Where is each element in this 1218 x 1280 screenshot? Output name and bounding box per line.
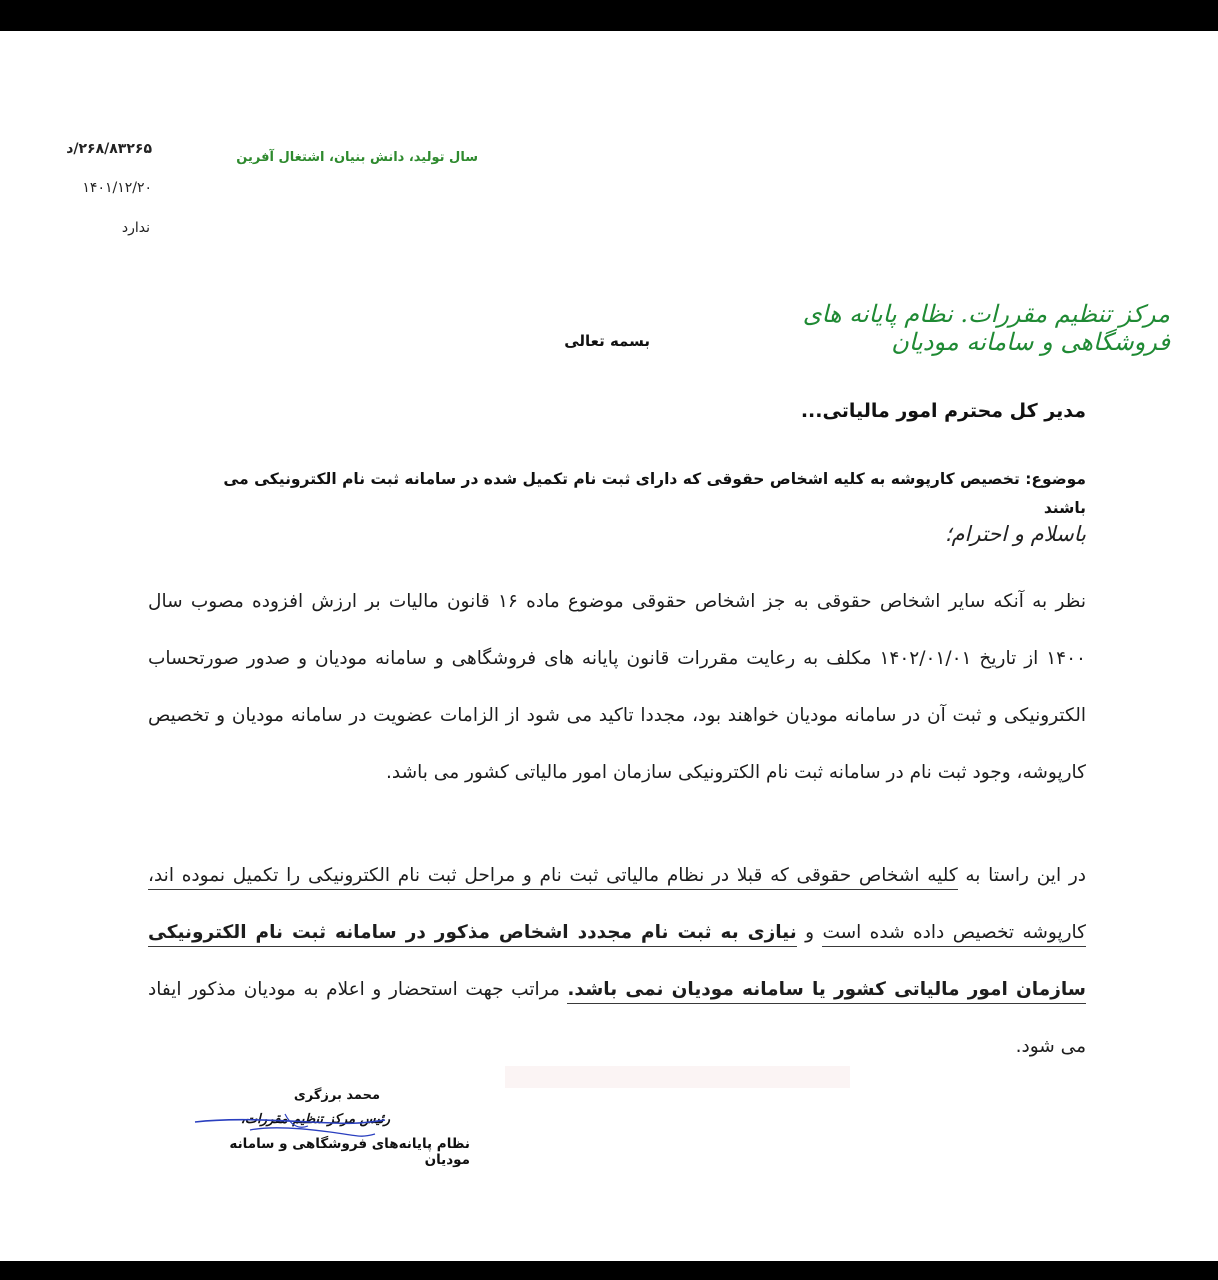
body-paragraph-1: نظر به آنکه سایر اشخاص حقوقی به جز اشخاص حقوقی موضوع ماده ۱۶ قانون مالیات بر ارزش افزوده مصوب سال ۱۴۰۰ از تاریخ ۱۴۰۲/۰۱/۰۱ مکلف به رعایت مقررات قانون پایانه های فروشگاهی و سامانه مودیان و صدور صورتحساب الکترونیکی و ثبت آن در سامانه مودیان خواهند بود، مجددا تاکید می شود از الزامات عضویت در سامانه مودیان و تخصیص کارپوشه، وجود ثبت نام در سامانه ثبت نام الکترونیکی سازمان امور مالیاتی کشور می باشد. (148, 591, 1086, 783)
paragraph-2-text: و (796, 922, 823, 943)
greeting: باسلام و احترام؛ (944, 522, 1086, 546)
letter-attachment: ندارد (121, 220, 150, 236)
subject-line: موضوع: تخصیص کارپوشه به کلیه اشخاص حقوقی که دارای ثبت نام تکمیل شده در سامانه ثبت نام الکترونیکی می باشند (223, 470, 1086, 518)
top-black-bar (0, 0, 1218, 31)
org-letterhead: مرکز تنظیم مقررات. نظام پایانه های فروشگاهی و سامانه مودیان (802, 300, 1170, 356)
year-motto: سال تولید، دانش بنیان، اشتغال آفرین (236, 150, 478, 165)
signer-organization: نظام پایانه‌های فروشگاهی و سامانه مودیان (229, 1136, 470, 1168)
signer-title: رئیس مرکز تنظیم مقررات، (240, 1112, 390, 1127)
paragraph-2-text: در این راستا به (957, 865, 1086, 886)
handwritten-signature (190, 1100, 390, 1150)
letter-date: ۱۴۰۱/۱۲/۲۰ (82, 180, 152, 196)
bottom-black-bar (0, 1261, 1218, 1280)
addressee: مدیر کل محترم امور مالیاتی... (800, 400, 1086, 422)
paragraph-2-text: مراتب جهت استحضار و اعلام به مودیان مذکور ایفاد می شود. (148, 979, 1086, 1057)
bismillah: بسمه تعالی (564, 332, 650, 350)
signer-name: محمد برزگری (293, 1088, 380, 1103)
letter-number: ۲۶۸/۸۳۲۶۵/د (66, 141, 152, 157)
body-paragraph-2 (148, 847, 1086, 1075)
bold-underlined-text: نیازی به ثبت نام مجددد اشخاص مذکور در سامانه ثبت نام الکترونیکی سازمان امور مالیاتی کشور یا سامانه مودیان نمی باشد. (148, 922, 1086, 1004)
underlined-text: کلیه اشخاص حقوقی که قبلا در نظام مالیاتی ثبت نام و مراحل ثبت نام الکترونیکی را تکمیل نموده اند، کارپوشه تخصیص داده شده است (148, 865, 1086, 947)
faint-watermark (505, 1062, 850, 1094)
